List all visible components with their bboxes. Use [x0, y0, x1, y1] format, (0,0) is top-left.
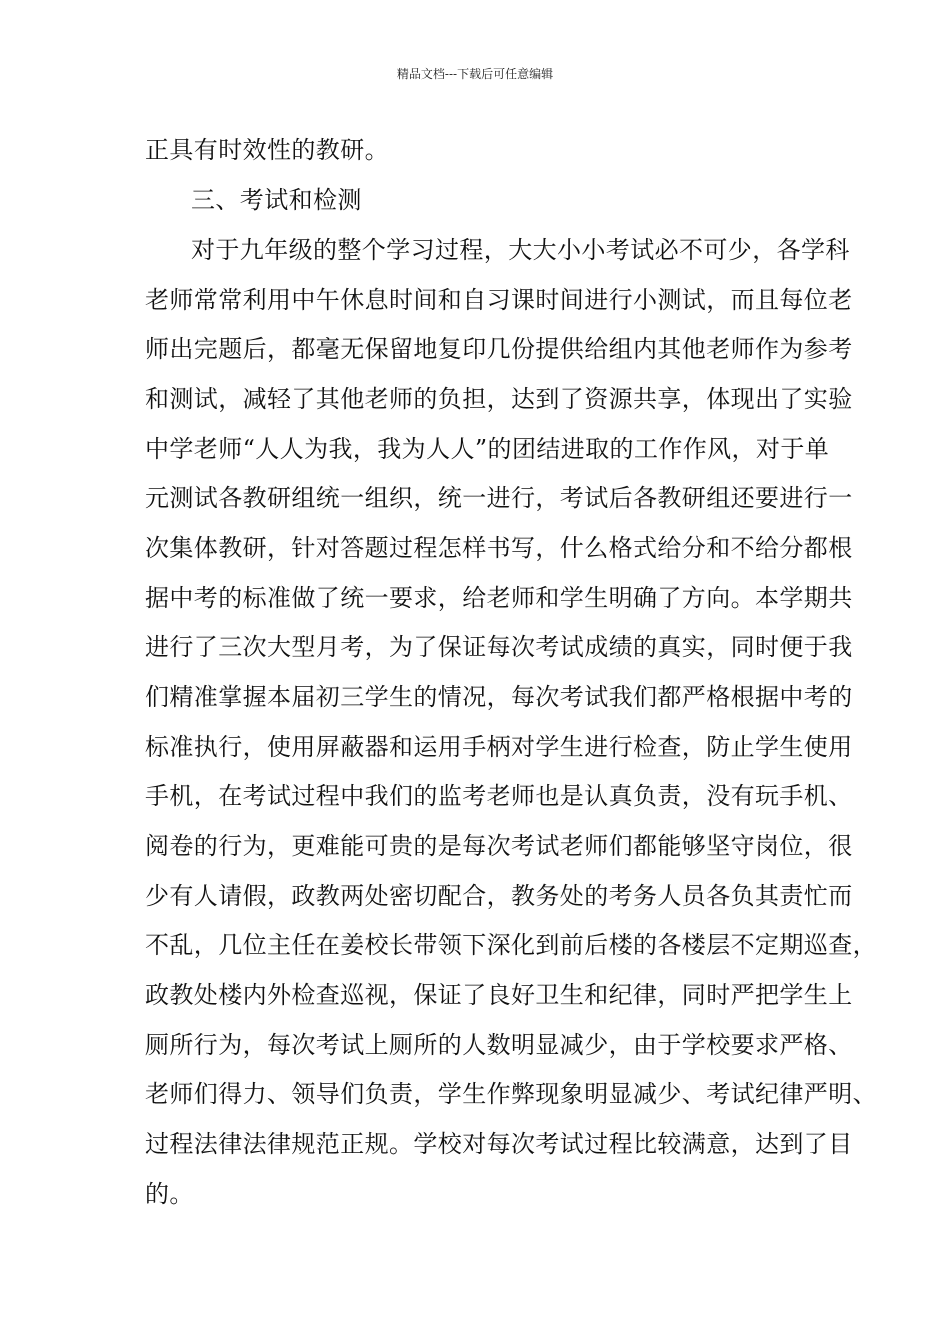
paragraph-line: 中学老师“人人为我，我为人人”的团结进取的工作作风，对于单 [145, 435, 830, 463]
paragraph-line: 阅卷的行为，更难能可贵的是每次考试老师们都能够坚守岗位，很 [145, 832, 853, 860]
paragraph-line: 进行了三次大型月考，为了保证每次考试成绩的真实，同时便于我 [145, 633, 853, 661]
paragraph-line: 正具有时效性的教研。 [145, 136, 389, 164]
paragraph-line: 厕所行为，每次考试上厕所的人数明显减少，由于学校要求严格、 [145, 1031, 853, 1059]
paragraph-line: 老师常常利用中午休息时间和自习课时间进行小测试，而且每位老 [145, 286, 853, 314]
paragraph-line: 过程法律法律规范正规。学校对每次考试过程比较满意，达到了目 [145, 1130, 853, 1158]
paragraph-line: 标准执行，使用屏蔽器和运用手柄对学生进行检查，防止学生使用 [145, 733, 853, 761]
page-header: 精品文档---下载后可任意编辑 [396, 67, 554, 81]
paragraph-line: 不乱，几位主任在姜校长带领下深化到前后楼的各楼层不定期巡查， [145, 931, 877, 959]
paragraph-line: 次集体教研，针对答题过程怎样书写，什么格式给分和不给分都根 [145, 534, 853, 562]
paragraph-line: 据中考的标准做了统一要求，给老师和学生明确了方向。本学期共 [145, 584, 853, 612]
section-heading: 三、考试和检测 [191, 186, 362, 214]
paragraph-line: 政教处楼内外检查巡视，保证了良好卫生和纪律，同时严把学生上 [145, 981, 853, 1009]
paragraph-line: 少有人请假，政教两处密切配合，教务处的考务人员各负其责忙而 [145, 882, 853, 910]
paragraph-line: 的。 [145, 1180, 194, 1208]
paragraph-line: 对于九年级的整个学习过程，大大小小考试必不可少，各学科 [191, 236, 850, 264]
paragraph-line: 老师们得力、领导们负责，学生作弊现象明显减少、考试纪律严明、 [145, 1080, 877, 1108]
paragraph-line: 师出完题后，都毫无保留地复印几份提供给组内其他老师作为参考 [145, 335, 853, 363]
paragraph-line: 们精准掌握本届初三学生的情况，每次考试我们都严格根据中考的 [145, 683, 853, 711]
paragraph-line: 元测试各教研组统一组织，统一进行，考试后各教研组还要进行一 [145, 484, 853, 512]
paragraph-line: 和测试，减轻了其他老师的负担，达到了资源共享，体现出了实验 [145, 385, 853, 413]
paragraph-line: 手机，在考试过程中我们的监考老师也是认真负责，没有玩手机、 [145, 782, 853, 810]
